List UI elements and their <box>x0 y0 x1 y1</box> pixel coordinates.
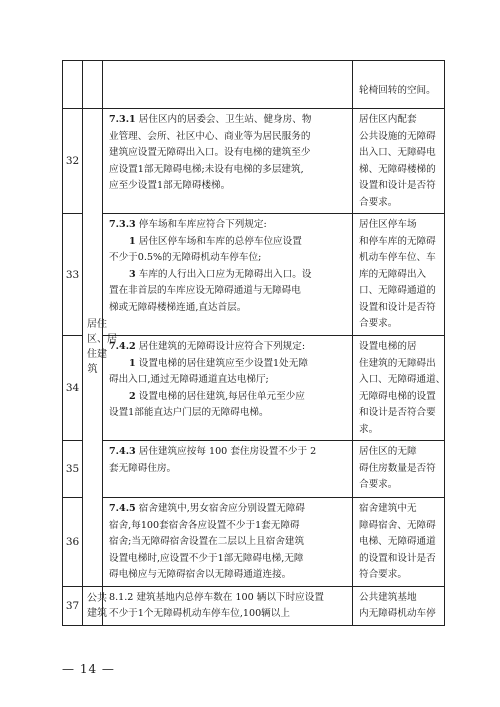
requirement-line: 碍电梯应与无障碍宿舍以无障碍通道连接。 <box>109 569 292 580</box>
table-row <box>63 498 445 587</box>
check-cell <box>353 441 445 498</box>
check-line: 居住区停车场 <box>359 219 417 230</box>
row-number: 33 <box>63 214 83 336</box>
check-line: 公共设施的无障碍 <box>359 130 436 142</box>
row-number: 36 <box>63 498 83 587</box>
requirement-cell <box>103 336 353 441</box>
requirement-line: 业管理、会所、社区中心、商业等为居民服务的 <box>109 130 311 142</box>
requirement-line: 应设置1部无障碍电梯;未设有电梯的多层建筑, <box>109 163 304 175</box>
check-line: 口、无障碍通道的 <box>359 285 436 296</box>
requirement-cell <box>103 441 353 498</box>
check-line: 设置和设计是否符 <box>359 301 436 313</box>
check-line: 居住区的无障 <box>359 446 417 457</box>
check-cell <box>353 586 445 625</box>
category-text: 区、居 <box>87 334 117 346</box>
requirement-line: 3 车库的人行出入口应为无障碍出入口。设 <box>129 268 312 280</box>
requirement-line: 2 设置电梯的居住建筑,每居住单元至少应 <box>129 390 305 402</box>
requirement-line: 7.3.3 停车场和车库应符合下列规定: <box>109 219 267 230</box>
category-cell <box>83 61 103 109</box>
clause-code: 7.4.5 <box>109 503 136 514</box>
requirement-line: 梯或无障碍楼梯连通,直达首层。 <box>109 301 247 313</box>
requirement-line: 宿舍;当无障碍宿舍设置在二层以上且宿舍建筑 <box>109 536 305 547</box>
requirement-line: 不少于0.5%的无障碍机动车停车位; <box>109 252 262 263</box>
requirement-line: 1 设置电梯的居住建筑应至少设置1处无障 <box>129 357 308 369</box>
check-line: 内无障碍机动车停 <box>359 608 436 619</box>
requirement-line: 7.4.3 居住建筑应按每 100 套住房设置不少于 2 <box>109 446 317 457</box>
table-row <box>63 109 445 214</box>
check-line: 求。 <box>359 423 379 435</box>
check-line: 碍住房数量是否符 <box>359 462 436 474</box>
page-number: — 14 — <box>62 662 115 676</box>
requirement-line: 套无障碍住房。 <box>109 462 177 474</box>
category-text: 公共 <box>87 592 107 604</box>
category-text: 筑 <box>87 364 98 376</box>
requirement-cell <box>103 498 353 587</box>
requirement-line: 设置电梯时,应设置不少于1部无障碍电梯,无障 <box>109 552 304 564</box>
inspection-table <box>62 60 445 626</box>
check-line: 合要求。 <box>359 318 398 329</box>
check-line: 库的无障碍出入 <box>359 268 427 280</box>
check-line: 宿舍建筑中无 <box>359 503 417 514</box>
clause-code: 2 <box>129 390 136 402</box>
requirement-line: 宿舍,每100套宿舍各应设置不少于1套无障碍 <box>109 519 300 531</box>
check-line: 障碍宿舍、无障碍 <box>359 519 436 531</box>
check-line: 设置和设计是否符 <box>359 180 436 191</box>
row-number: 34 <box>63 336 83 441</box>
check-cell <box>353 498 445 587</box>
requirement-cell <box>103 109 353 214</box>
requirement-line: 1 居住区停车场和车库的总停车位应设置 <box>129 235 302 247</box>
check-line: 合要求。 <box>359 196 398 208</box>
requirement-cell <box>103 214 353 336</box>
row-number: 32 <box>63 109 83 214</box>
check-cell <box>353 109 445 214</box>
requirement-line: 7.3.1 居住区内的居委会、卫生站、健身房、物 <box>109 114 312 125</box>
clause-code: 1 <box>129 357 136 369</box>
table-row <box>63 61 445 109</box>
requirement-line: 不少于1个无障碍机动车停车位,100辆以上 <box>109 608 290 619</box>
table-row <box>63 336 445 441</box>
check-cell <box>353 336 445 441</box>
check-cell <box>353 214 445 336</box>
requirement-line: 建筑应设置无障碍出入口。设有电梯的建筑至少 <box>109 147 311 158</box>
clause-code: 7.4.2 <box>109 341 136 352</box>
check-line: 设置电梯的居 <box>359 341 417 352</box>
clause-code: 7.3.3 <box>109 219 136 230</box>
num-cell <box>63 61 83 109</box>
clause-code: 3 <box>129 268 136 280</box>
check-line: 梯、无障碍楼梯的 <box>359 163 436 175</box>
check-line: 的设置和设计是否 <box>359 552 436 564</box>
table-row <box>63 214 445 336</box>
requirement-cell <box>103 61 353 109</box>
requirement-line: 7.4.2 居住建筑的无障碍设计应符合下列规定: <box>109 341 306 352</box>
check-line: 居住区内配套 <box>359 114 417 125</box>
clause-code: 1 <box>129 235 136 247</box>
check-line: 和设计是否符合要 <box>359 407 436 418</box>
category-residential <box>83 109 117 587</box>
category-text: 建筑 <box>87 607 107 619</box>
category-text: 居住 <box>87 319 107 331</box>
check-line: 无障碍电梯的设置 <box>359 390 436 402</box>
check-line: 和停车库的无障碍 <box>359 235 436 247</box>
check-line: 符合要求。 <box>359 569 407 580</box>
requirement-line: 置在非首层的车库应设无障碍通道与无障碍电 <box>109 285 301 296</box>
category-public <box>83 586 107 625</box>
requirement-line: 碍出入口,通过无障碍通道直达电梯厅; <box>109 374 269 385</box>
check-line: 机动车停车位、车 <box>359 252 436 263</box>
check-line: 住建筑的无障碍出 <box>359 357 436 369</box>
check-cell <box>353 61 445 109</box>
check-line: 合要求。 <box>359 479 398 490</box>
check-text: 轮椅回转的空间。 <box>359 84 436 96</box>
requirement-line: 应至少设置1部无障碍楼梯。 <box>109 180 231 191</box>
check-line: 公共建筑基地 <box>359 591 417 603</box>
requirement-cell <box>103 586 353 625</box>
requirement-line: 7.4.5 宿舍建筑中,男女宿舍应分别设置无障碍 <box>109 503 305 514</box>
category-text: 住建 <box>87 349 107 361</box>
table-row <box>63 441 445 498</box>
row-number: 37 <box>63 586 83 625</box>
clause-code: 7.4.3 <box>109 446 136 457</box>
requirement-line: 8.1.2 建筑基地内总停车数在 100 辆以下时应设置 <box>109 591 324 603</box>
check-line: 电梯、无障碍通道 <box>359 536 436 547</box>
clause-code: 7.3.1 <box>109 114 136 125</box>
check-line: 入口、无障碍通道、 <box>359 374 446 385</box>
table-row <box>63 586 445 625</box>
requirement-line: 设置1部能直达户门层的无障碍电梯。 <box>109 407 269 418</box>
row-number: 35 <box>63 441 83 498</box>
check-line: 出入口、无障碍电 <box>359 147 436 158</box>
